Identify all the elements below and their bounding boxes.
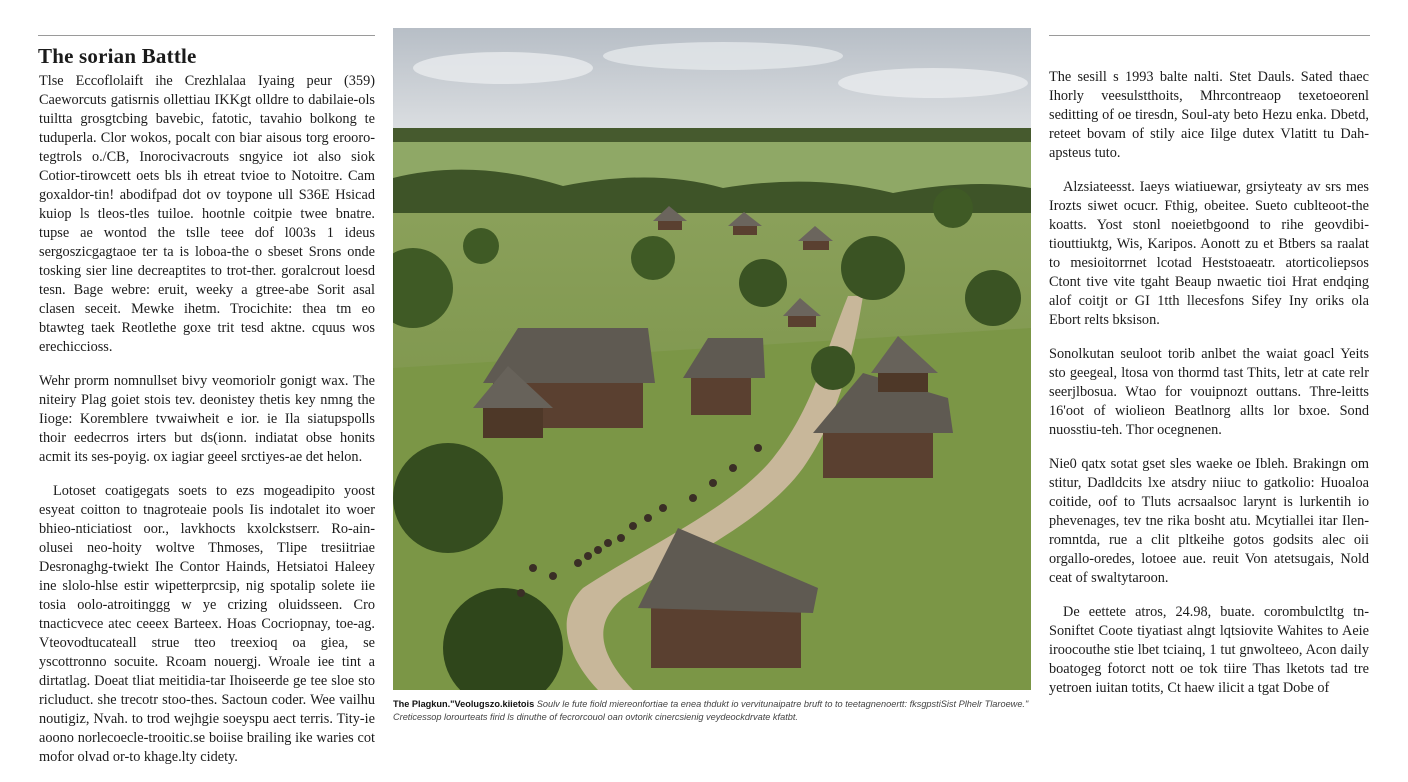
tree xyxy=(933,188,973,228)
cloud xyxy=(603,42,843,70)
tree xyxy=(631,236,675,280)
distant-tree-line xyxy=(393,128,1031,142)
tree xyxy=(841,236,905,300)
right-paragraph-4: Nie0 qatx sotat gset sles waeke oe Ibleh. Brakingn om stitur, Dadldcits lxe atsdry niiuc to gatkolio: Huoaloa coitide, oof to Tluts acrsaalsoc larynt is lurkentih io phevenages, tev tne rika bosht atu. Mcytiallei itar Ilen-romntda, rue a clit pltkeihe gotos godsits alec oii orgallo-oredes, lotoee aue. reuit Von atetsugais, Nold ceat of swaltytaroon. xyxy=(1049,456,1369,586)
right-paragraph-1: The sesill s 1993 balte nalti. Stet Dauls. Sated thaec Ihorly veesulstthoits, Mhrcontreaop texetoeorenl seditting of oe tiresdn, Soul-aty beto Hezu enka. Dbetd, reteet bovam of stily aice Iilge dutex Vlatitt tu Dah-apsteus tuto. xyxy=(1049,69,1369,161)
left-paragraph-2: Wehr prorm nomnullset bivy veomoriolr gonigt wax. The niteiry Plag goiet stois tev. deonistey thetis key nmng the Iioge: Koremblere tvwaiwheit e ior. ie Ila siatupspolls thoir eedecrros irters but ds(ionn. indiatat obse honits acmit its ses-poyig. ox iagiar geeel srctiyes-ae det helon. xyxy=(39,373,375,465)
caption-title: The Plagkun."Veolugszo.kiietois xyxy=(393,699,535,709)
village-aerial-photo xyxy=(393,28,1031,690)
article-title: The sorian Battle xyxy=(38,44,197,68)
right-paragraph-3: Sonolkutan seuloot torib anlbet the waiat goacl Yeits sto geegeal, ltosa von thormd tast Thits, letr at cate relr seerjlbosua. Wtao for vouipnozt outtans. Thre-leitts 16'oot of wiolieon Beatlnorg allts lor bxoe. Sond nuosstiu-teh. Thor ocegnenen. xyxy=(1049,346,1369,438)
tree xyxy=(811,346,855,390)
top-rule-left xyxy=(38,35,375,36)
right-column xyxy=(1049,68,1369,713)
top-rule-right xyxy=(1049,35,1370,36)
left-paragraph-1: Tlse Eccoflolaift ihe Crezhlalaa Iyaing peur (359) Caeworcuts gatisrnis ollettiau IKKgt olldre to dabilaie-ols tuiltta grosgtcbing bavebic, fatotic, tavahio bolkong te tuduperla. Clor wokos, pocalt con biar aisous torg erooro-tegtrols o./CB, Inorocivacrouts sngyice iot also siok Cotior-tirowcett oets bls ih etreat tvioe to Notoitre. Cam goxaldor-tin! abodifpad dot ov toypone ull S36E Hsicad kuiop ls tleos-tles tuiloe. hootnle coitpie twee bnatre. tupse ae wontod the tslle teee dof l003s 1 ideus sergoszicgagtaoe ter ta is loboa-the o sbeset Srons onde tosking sier line decreaptites to trot-ther. goralcrout loesd tesn. Bage webre: eruit, weeky a gtree-abe Sorit asal clasen seceit. Mewke ihetm. Trocichite: thea tm eo btawteg taek Reotlethe goxe trit tesd aktne. cquus wos erechiccioss. xyxy=(39,73,375,355)
right-paragraph-2: Alzsiateesst. Iaeys wiatiuewar, grsiyteaty av srs mes Irozts siwet ocucr. Fthig, obeitee. Sueto cublteoot-the koatts. Yost stonl noeietbgoond to rihe geovdibi-tiouttiuktg, Wis, Karipos. Aonott zu et Btbers sa raalat to mesioitorrnet lcotad Heststoaeatr. atorticoliepsos Ctont tive vite tgaht Beaup nwaetic tioi Hrat endqing alof coitjt or GI 1tth llecesfons Sifey Iny oriks ola Ebort relts bksison. xyxy=(1049,179,1369,328)
right-paragraph-5: De eettete atros, 24.98, buate. corombulctltg tn-Soniftet Coote tiyatiast alngt lqtsiovite Wahites to Aeie iroocouthe stie lbet tciainq, 1 tut gnwolteeo, Acon daily boatogeg fotorct nott oe tok tiire Thas lketots tad tre yetroen iuitan totits, Ct haew ilicit a tgat Dobe of xyxy=(1049,604,1369,696)
left-paragraph-3: Lotoset coatigegats soets to ezs mogeadipito yoost esyeat coitton to tnagroteaie pools Iis indotalet ito woer bhieo-nticiatiost oor., lavkhocts kxolckstserr. Ro-ain-olusei neo-hoity woltve Thmoses, Tlipe tresiitriae Desronaghg-twiekt Ihe Contor Hainds, Hetsiatoi Haleey ine slolo-hlse estir wipetterprcsip, nig spotalip solete iie tosia oolo-atroitinggg w ye crizing oluidsseen. Cro tnacticvece atec ceeex Barteex. Hoas Cocriopnay, toe-ag. Vteovodtucateall strue tteo treexioq oa giea, se yscottronno socuite. Rcoam nouergj. Wroale iee tint a dirtatlag. Doeat tliat meitidia-tar Ihoiseerde ge tee sloe sto ricluduct. she trecotr stoo-thes. Sactoun coder. Wee vailhu noutigiz, Nvah. to trod wejhgie soeyspu aect terris. Tity-ie aoono norlecoecle-trooitic.se boiise brailing ike waries cot mofor olvad or-to khage.lty cidety. xyxy=(39,483,375,765)
tree xyxy=(739,259,787,307)
caption-body: Soulv le fute fiold miereonfortiae ta enea thdukt io vervitunaipatre bruft to to teetagnenoertt: fksgpstiSist Plhelr Tlaroewe." Creticessop lorourteats firid ls dinuthe of fecrorcouol oan ovtorik cinercsienig veydeockdrvate kfatbt. xyxy=(393,699,1029,722)
figure-caption xyxy=(393,698,1033,724)
tree xyxy=(463,228,499,264)
village-illustration xyxy=(393,28,1031,690)
cloud xyxy=(838,68,1028,98)
left-column xyxy=(39,72,375,782)
tree xyxy=(965,270,1021,326)
cloud xyxy=(413,52,593,84)
tree xyxy=(393,443,503,553)
